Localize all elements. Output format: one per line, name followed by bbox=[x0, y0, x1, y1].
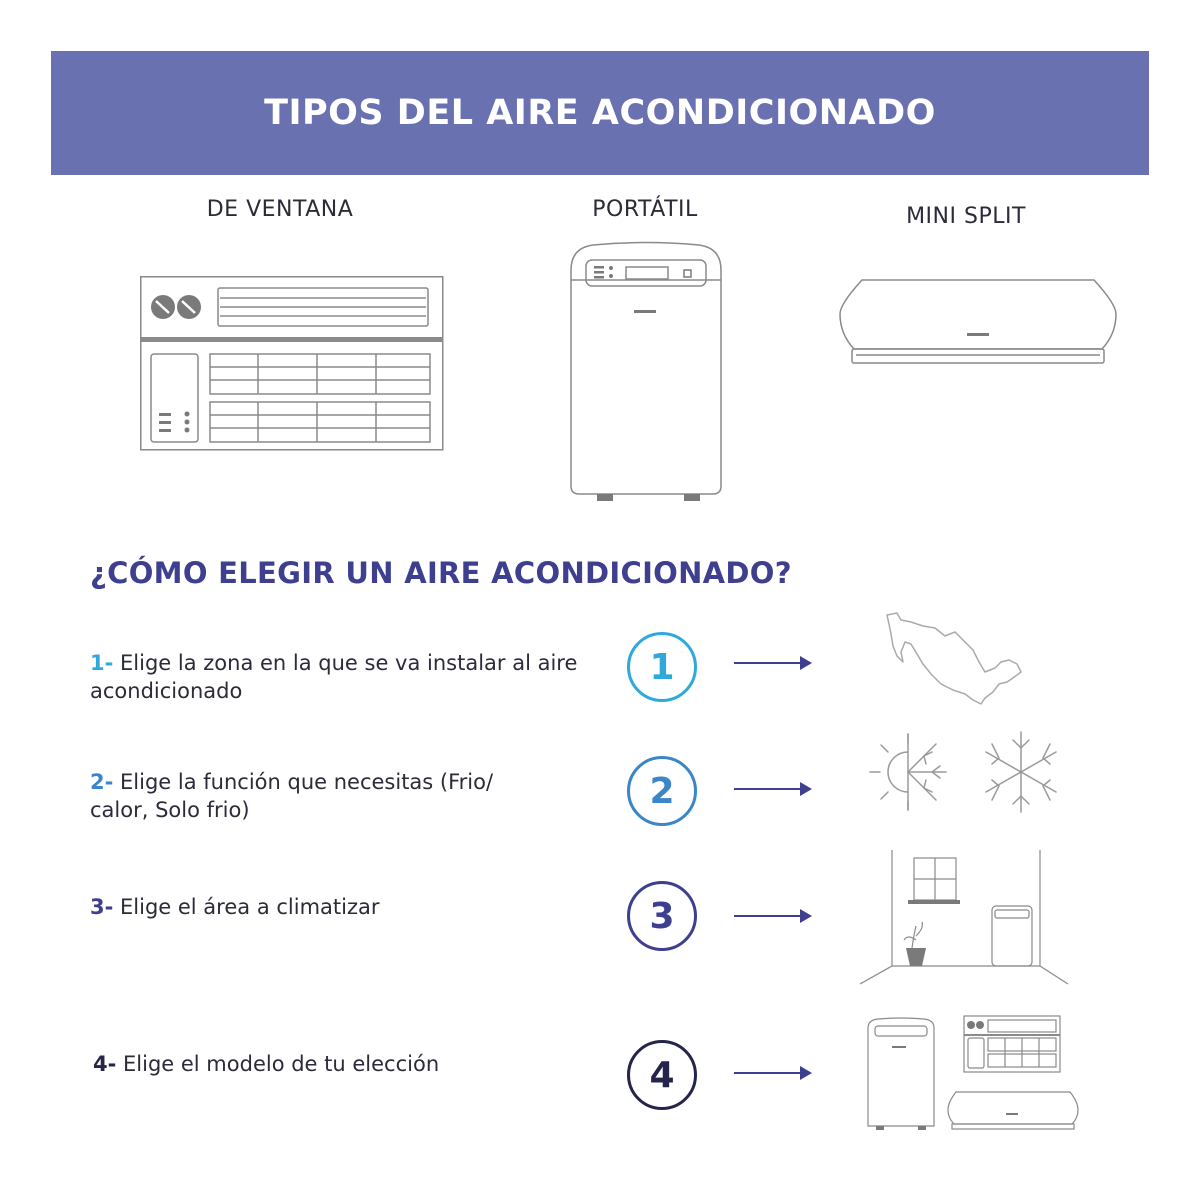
step-4-badge bbox=[627, 1040, 697, 1110]
step-1-badge bbox=[627, 632, 697, 702]
step-2-number: 2 bbox=[649, 770, 675, 812]
step-3-text bbox=[90, 893, 510, 921]
page-title: TIPOS DEL AIRE ACONDICIONADO bbox=[264, 93, 936, 133]
step-3-description: Elige el área a climatizar bbox=[120, 895, 380, 919]
type-label-mini-split: MINI SPLIT bbox=[906, 204, 1026, 229]
sun-snowflake-icon bbox=[866, 730, 1066, 814]
step-3-badge bbox=[627, 881, 697, 951]
ac-models-icon bbox=[866, 1014, 1080, 1134]
step-1-text bbox=[90, 649, 610, 705]
step-4-text bbox=[93, 1050, 513, 1078]
step-2-prefix: 2- bbox=[90, 770, 114, 794]
portable-ac-icon bbox=[569, 240, 724, 502]
step-1-number: 1 bbox=[649, 646, 675, 688]
step-3-number: 3 bbox=[649, 895, 675, 937]
arrow-right-icon bbox=[734, 654, 814, 672]
arrow-right-icon bbox=[734, 780, 814, 798]
step-4-description: Elige el modelo de tu elección bbox=[123, 1052, 440, 1076]
step-4-prefix: 4- bbox=[93, 1052, 117, 1076]
type-label-window: DE VENTANA bbox=[206, 197, 354, 222]
step-2-text bbox=[90, 768, 510, 824]
step-3-prefix: 3- bbox=[90, 895, 114, 919]
step-2-description: Elige la función que necesitas (Frio/ calor, Solo frio) bbox=[90, 770, 494, 822]
step-1-description: Elige la zona en la que se va instalar al aire acondicionado bbox=[90, 651, 578, 703]
step-2-badge bbox=[627, 756, 697, 826]
arrow-right-icon bbox=[734, 1064, 814, 1082]
section-title: ¿CÓMO ELEGIR UN AIRE ACONDICIONADO? bbox=[90, 556, 792, 590]
room-icon bbox=[858, 848, 1070, 988]
mexico-map-icon bbox=[883, 612, 1023, 707]
window-ac-icon bbox=[140, 276, 445, 452]
step-1-prefix: 1- bbox=[90, 651, 114, 675]
step-4-number: 4 bbox=[649, 1054, 675, 1096]
header-banner bbox=[51, 51, 1149, 175]
mini-split-icon bbox=[838, 279, 1118, 365]
arrow-right-icon bbox=[734, 907, 814, 925]
type-label-portable: PORTÁTIL bbox=[592, 197, 698, 222]
